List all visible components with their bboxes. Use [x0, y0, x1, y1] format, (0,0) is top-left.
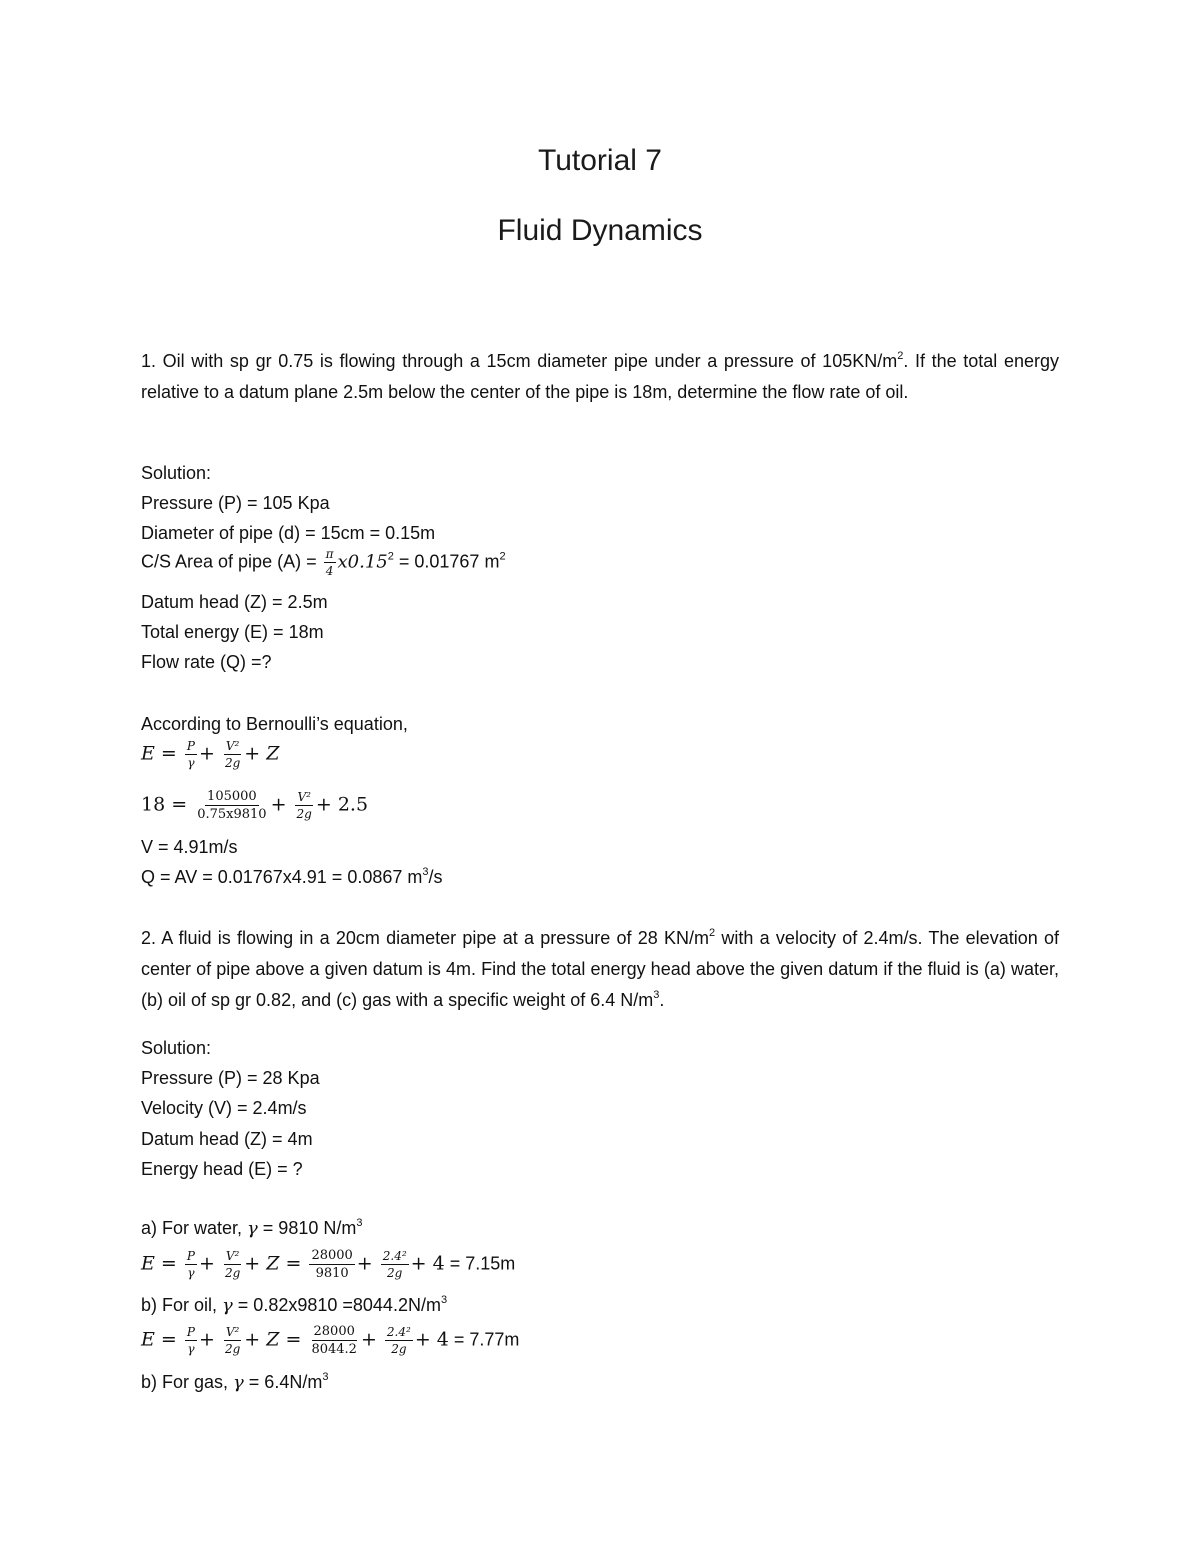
q2-water-gamma: a) For water, γ = 9810 $N/m^3$ — [141, 1217, 363, 1239]
question-2-statement: 2. A fluid is flowing in a 20cm diameter pipe at a pressure of 28 $KN/m^2$ with a velocity of 2.4m/s. The elevation of center of pipe above a given datum is 4m. Find the total energy head above the given datum if the fluid is (a) water, (b) oil of sp gr 0.82, and (c) gas with a specific weight of 6.4 $N/m^3$. — [141, 927, 1059, 1010]
q2-gas-gamma: b) For gas, $\gamma = 6.4N/m^3$ — [141, 1371, 329, 1393]
q2-solution-label: Solution: — [141, 1038, 212, 1058]
q1-bernoulli-label: According to Bernoulli’s equation, — [141, 714, 408, 734]
q1-text-b: . If the total energy relative to a datum plane 2.5m below the center of the pipe is 18m, determine the flow rate of oil. — [141, 351, 1059, 402]
q1-velocity: V = 4.91m/s — [141, 837, 238, 857]
question-1-statement — [141, 346, 1059, 408]
q1-datum: Datum head (Z) = 2.5m — [141, 592, 328, 612]
q1-substituted-equation: 18 = $\frac{105000}{0.75x9810}$ + $\frac{\text{V²}}{2g}$ + 2.5 — [141, 789, 369, 822]
q2-datum: Datum head (Z) = 4m — [141, 1129, 313, 1149]
q1-diameter: Diameter of pipe (d) = 15cm = 0.15m — [141, 523, 436, 543]
q1-sup: 2 — [897, 350, 904, 362]
q1-text-a: 1. Oil with sp gr 0.75 is flowing through a 15cm diameter pipe under a pressure of 105KN/m — [141, 351, 898, 371]
q1-total-energy: Total energy (E) = 18m — [141, 622, 324, 642]
q1-pressure: Pressure (P) = 105 Kpa — [141, 493, 330, 513]
q2-oil-gamma: b) For oil, $\gamma = 0.82x9810 =8044.2N/m^3$ — [141, 1294, 448, 1316]
q1-area-result: = 0.01767 m — [393, 551, 500, 572]
q2-pressure: Pressure (P) = 28 Kpa — [141, 1068, 320, 1088]
page-title: Tutorial 7 — [538, 144, 662, 177]
q1-discharge: Q = AV = 0.01767x4.91 = 0.0867 $m^3/s$ — [141, 866, 443, 887]
page-subtitle: Fluid Dynamics — [497, 214, 703, 247]
q1-flow-rate: Flow rate (Q) =? — [141, 652, 272, 672]
q2-water-equation: E = $\frac{P}{\gamma}$ + $\frac{\text{V²}}{2g}$ + Z = $\frac{28000}{9810}$ + $\frac{\text{2.4²}}{2g}$ + 4 = 7.15m — [141, 1248, 516, 1281]
q1-area-expr: x0.15 — [337, 551, 388, 573]
q1-area-fraction: $\frac{\pi}{4}$ — [325, 547, 334, 578]
q2-oil-equation: E = $\frac{P}{\gamma}$ + $\frac{\text{V²}}{2g}$ + Z = $\frac{28000}{8044.2}$ + $\frac{\text{2.4²}}{2g}$ + 4 = 7.77m — [141, 1324, 520, 1357]
q1-area-prefix: C/S Area of pipe (A) = — [141, 551, 317, 572]
q2-velocity: Velocity (V) = 2.4m/s — [141, 1098, 307, 1118]
q1-solution-label: Solution: — [141, 463, 212, 483]
q1-area: C/S Area of pipe (A) = $\frac{\pi}{4}$ $x0.15^2 = 0.01767$ $m^2$ — [141, 547, 506, 578]
q1-bernoulli-equation: E = $\frac{P}{\gamma}$ + $\frac{\text{V²}}{2g}$ + Z — [141, 739, 280, 770]
q2-energy-head: Energy head (E) = ? — [141, 1159, 303, 1179]
